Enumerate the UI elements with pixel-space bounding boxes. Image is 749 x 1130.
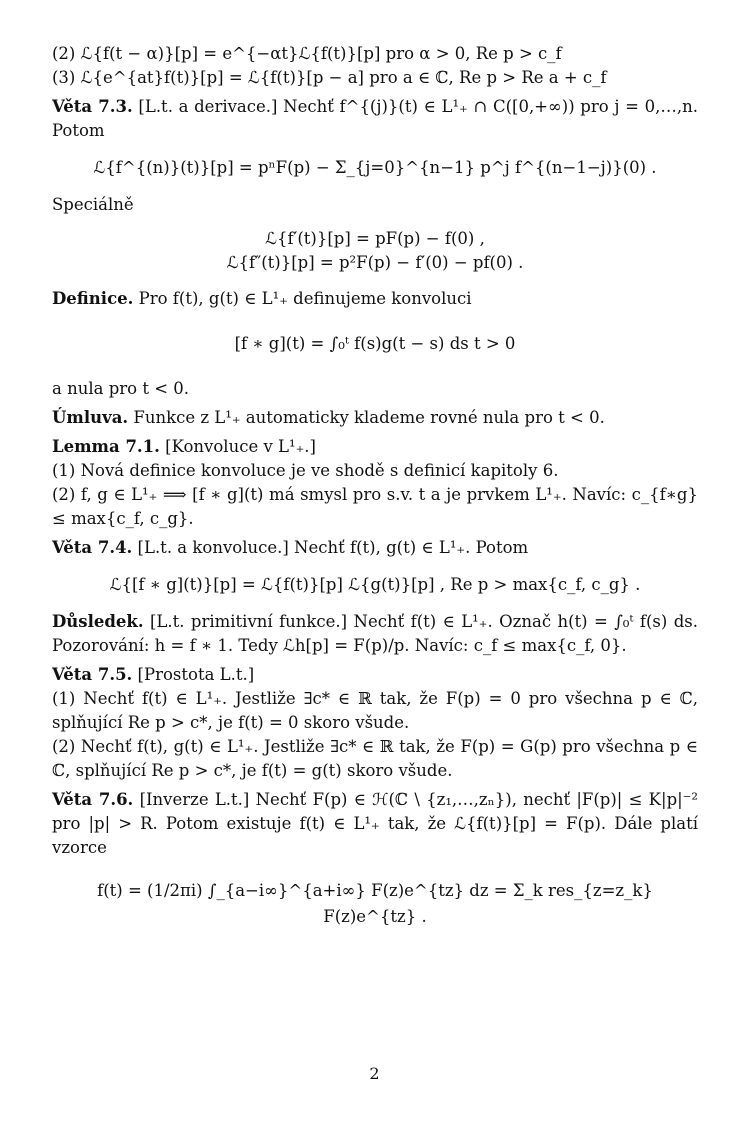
definition-text: Pro f(t), g(t) ∈ L¹₊ definujeme konvoluci: [138, 289, 472, 308]
inverse-formula: f(t) = (1/2πi) ∫_{a−i∞}^{a+i∞} F(z)e^{tz} dz = Σ_k res_{z=z_k} F(z)e^{tz} .: [97, 881, 653, 926]
lemma-7-1-text: [Konvoluce v L¹₊.]: [165, 437, 316, 456]
lemma-7-1-item-2: (2) f, g ∈ L¹₊ ⟹ [f ∗ g](t) má smysl pro s.v. t a je prvkem L¹₊. Navíc: c_{f∗g} ≤ max{c_f, c_g}.: [52, 485, 698, 528]
document-page: [52, 42, 698, 948]
formula-line-2: (2) ℒ{f(t − α)}[p] = e^{−αt}ℒ{f(t)}[p] pro α > 0, Re p > c_f: [52, 44, 562, 63]
definition: [52, 287, 698, 311]
theorem-7-3-equation: ℒ{f^{(n)}(t)}[p] = pⁿF(p) − Σ_{j=0}^{n−1} p^j f^{(n−1−j)}(0) .: [93, 158, 657, 177]
convention-text: Funkce z L¹₊ automaticky klademe rovné nula pro t < 0.: [133, 408, 605, 427]
derivative-2-equation: ℒ{f″(t)}[p] = p²F(p) − f′(0) − pf(0) .: [226, 253, 524, 272]
convention-head: Úmluva.: [52, 408, 129, 427]
theorem-7-6: [52, 788, 698, 860]
page-number: 2: [369, 1064, 380, 1083]
theorem-7-3-text: [L.t. a derivace.] Nechť f^{(j)}(t) ∈ L¹₊ ∩ C([0,+∞)) pro j = 0,…,n. Potom: [52, 97, 699, 140]
theorem-7-6-head: Věta 7.6.: [52, 790, 134, 809]
corollary-text: [L.t. primitivní funkce.] Nechť f(t) ∈ L¹₊. Označ h(t) = ∫₀ᵗ f(s) ds. Pozorování: h = f ∗ 1. Tedy ℒh[p] = F(p)/p. Navíc: c_f ≤ max{c_f, 0}.: [52, 612, 698, 655]
corollary: [52, 610, 698, 658]
theorem-7-5-item-2: (2) Nechť f(t), g(t) ∈ L¹₊. Jestliže ∃c* ∈ ℝ tak, že F(p) = G(p) pro všechna p ∈ ℂ, splňující Re p > c*, je f(t) = g(t) skoro všude.: [52, 737, 698, 780]
theorem-7-6-text: [Inverze L.t.] Nechť F(p) ∈ ℋ(ℂ \ {z₁,…,zₙ}), nechť |F(p)| ≤ K|p|⁻² pro |p| > R. Potom existuje f(t) ∈ L¹₊ tak, že ℒ{f(t)}[p] = F(p). Dále platí vzorce: [52, 790, 699, 857]
convention: [52, 406, 698, 430]
formula-line-3: (3) ℒ{e^{at}f(t)}[p] = ℒ{f(t)}[p − a] pro a ∈ ℂ, Re p > Re a + c_f: [52, 68, 607, 87]
special-label: Speciálně: [52, 195, 134, 214]
theorem-7-4-head: Věta 7.4.: [52, 538, 133, 557]
theorem-7-3-head: Věta 7.3.: [52, 97, 133, 116]
lemma-7-1-item-1: (1) Nová definice konvoluce je ve shodě s definicí kapitoly 6.: [52, 461, 559, 480]
lemma-7-1-head: Lemma 7.1.: [52, 437, 160, 456]
convolution-equation: [f ∗ g](t) = ∫₀ᵗ f(s)g(t − s) ds t > 0: [234, 334, 516, 353]
theorem-7-4-text: [L.t. a konvoluce.] Nechť f(t), g(t) ∈ L¹₊. Potom: [137, 538, 529, 557]
theorem-7-5: [52, 663, 698, 687]
definition-head: Definice.: [52, 289, 134, 308]
theorem-7-5-head: Věta 7.5.: [52, 665, 133, 684]
theorem-7-5-item-1: (1) Nechť f(t) ∈ L¹₊. Jestliže ∃c* ∈ ℝ tak, že F(p) = 0 pro všechna p ∈ ℂ, splňující Re p > c*, je f(t) = 0 skoro všude.: [52, 689, 698, 732]
theorem-7-4-equation: ℒ{[f ∗ g](t)}[p] = ℒ{f(t)}[p] ℒ{g(t)}[p] , Re p > max{c_f, c_g} .: [109, 575, 641, 594]
definition-after: a nula pro t < 0.: [52, 379, 190, 398]
corollary-head: Důsledek.: [52, 612, 144, 631]
theorem-7-3: [52, 95, 698, 143]
theorem-7-5-text: [Prostota L.t.]: [137, 665, 255, 684]
derivative-1-equation: ℒ{f′(t)}[p] = pF(p) − f(0) ,: [265, 229, 485, 248]
special-equations: [52, 227, 698, 275]
lemma-7-1: [52, 435, 698, 459]
theorem-7-4: [52, 536, 698, 560]
